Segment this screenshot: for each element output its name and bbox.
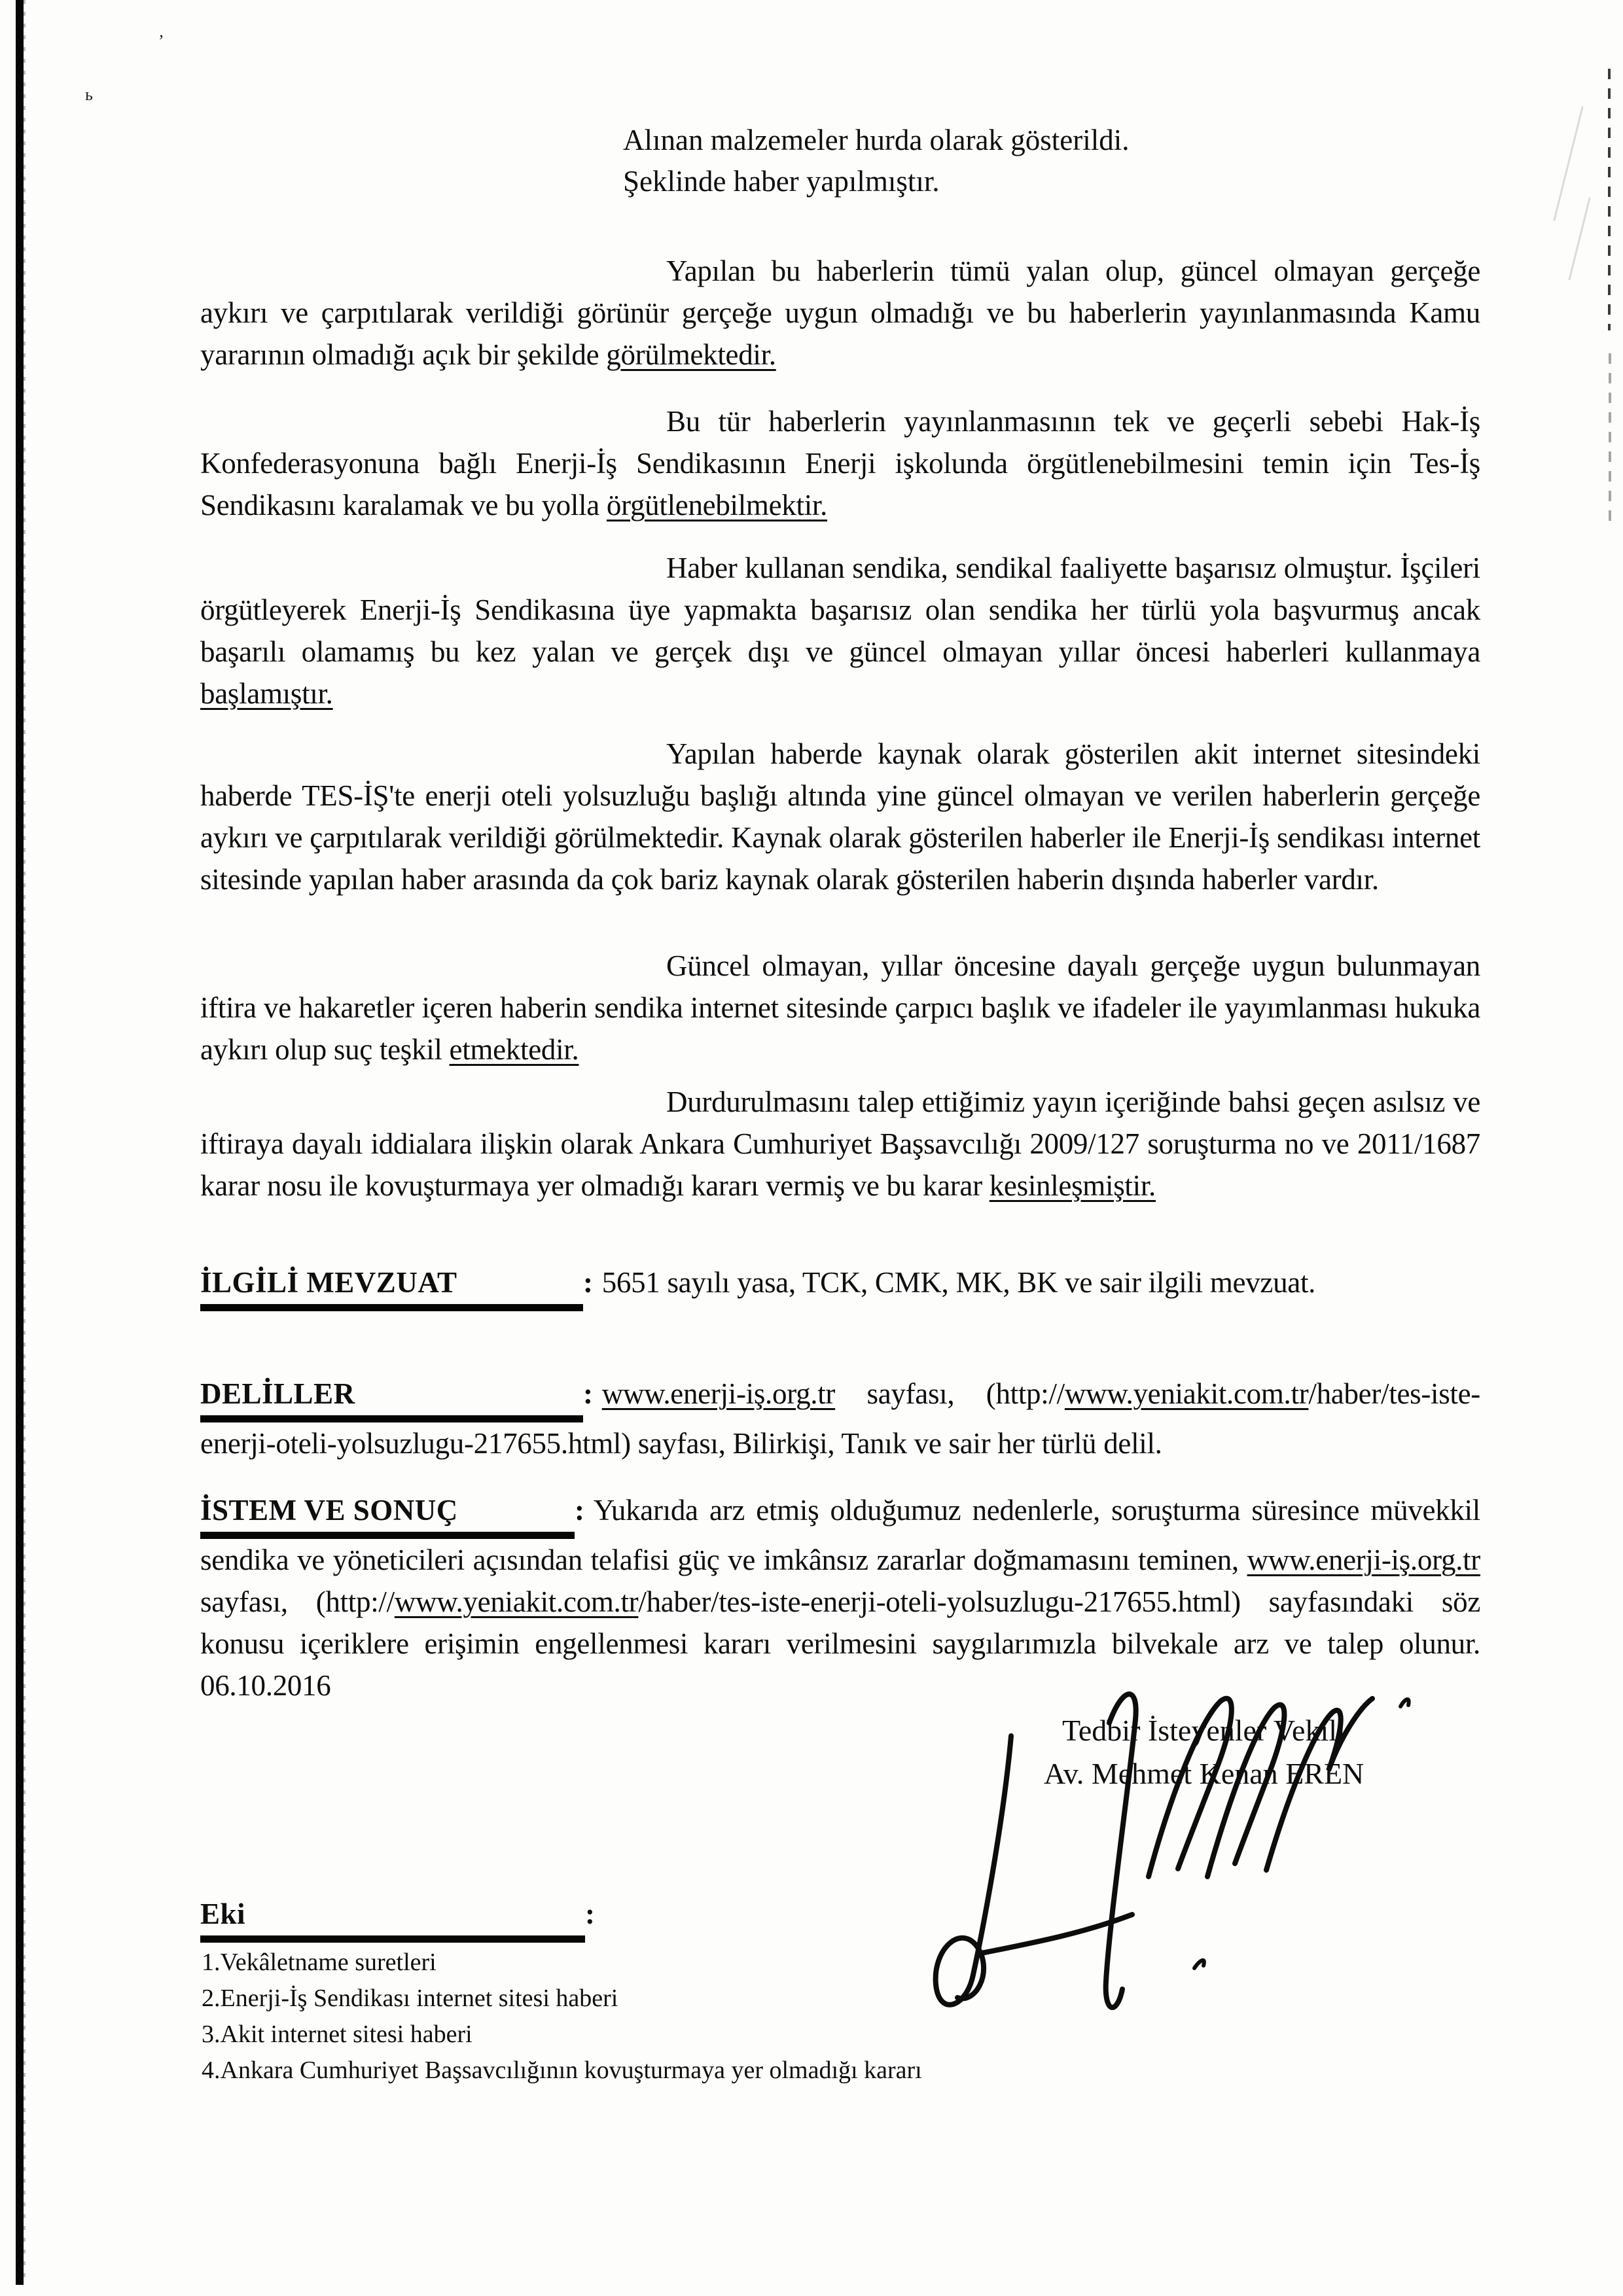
scan-streak-artifact: [1568, 198, 1590, 281]
paragraph: Güncel olmayan, yıllar öncesine dayalı gerçeğe uygun bulunmayan iftira ve hakaretler içeren haberin sendika internet sitesinde çarpıcı başlık ve ifadeler ile yayımlanması hukuka aykırı olup suç teşkil etmektedir.: [200, 949, 1480, 1066]
deliller-label: DELİLLER: [200, 1373, 583, 1422]
handwritten-signature: [913, 1661, 1423, 2027]
paragraph: Yapılan haberde kaynak olarak gösterilen akit internet sitesindeki haberde TES-İŞ'te enerji oteli yolsuzluğu başlığı altında yine güncel olmayan ve verilen haberlerin gerçeğe aykırı ve çarpıtılarak verildiği görülmektedir. Kaynak olarak gösterilen haberler ile Enerji-İş sendikası internet sitesinde yapılan haber arasında da çok bariz kaynak olarak gösterilen haberin dışında haberler vardır.: [200, 737, 1480, 896]
attachments-list: [202, 1945, 922, 2089]
request-url-yeniakit: www.yeniakit.com.tr: [394, 1585, 639, 1618]
paragraph: Haber kullanan sendika, sendikal faaliyette başarısız olmuştur. İşçileri örgütleyerek Enerji-İş Sendikasına üye yapmakta başarısız olan sendika her türlü yola başvurmuş ancak başarılı olamamış bu kez yalan ve gerçek dışı ve güncel olmayan yıllar öncesi haberleri kullanmaya başlamıştır.: [200, 552, 1480, 710]
scan-edge-artifact: [1608, 69, 1611, 330]
scan-binding-band: [16, 0, 24, 2285]
scan-speck: ь: [85, 85, 93, 104]
attachments-label: Eki: [200, 1893, 585, 1943]
quoted-headline-block: [623, 120, 1129, 202]
deliller-section: DELİLLER : www.enerji-iş.org.tr sayfası, (http://www.yeniakit.com.tr/haber/tes-iste-enerji-oteli-yolsuzlugu-217655.html) sayfası, Bilirkişi, Tanık ve sair her türlü delil.: [200, 1373, 1480, 1464]
istem-lead: Yukarıda arz etmiş olduğumuz nedenlerle, soruşturma süresince müvekkil sendika ve yöneticileri açısından telafisi güç ve imkânsız zararlar doğmamasını teminen,: [200, 1494, 1480, 1576]
mevzuat-label: İLGİLİ MEVZUAT: [200, 1262, 583, 1311]
signature-title: Tedbir İsteyenler Vekili: [1062, 1714, 1346, 1747]
mevzuat-section: [200, 1262, 1480, 1311]
evidence-url-yeniakit: www.yeniakit.com.tr: [1064, 1377, 1309, 1410]
paragraph: Bu tür haberlerin yayınlanmasının tek ve geçerli sebebi Hak-İş Konfederasyonuna bağlı Enerji-İş Sendikasının Enerji işkolunda örgütlenebilmesini temin için Tes-İş Sendikasını karalamak ve bu yolla örgütlenebilmektir.: [200, 405, 1480, 521]
deliller-text: /haber/tes-iste-enerji-oteli-yolsuzlugu-217655.html) sayfası, Bilirkişi, Tanık ve sair her türlü delil.: [200, 1377, 1480, 1460]
paragraph: Durdurulmasını talep ettiğimiz yayın içeriğinde bahsi geçen asılsız ve iftiraya dayalı iddialara ilişkin olarak Ankara Cumhuriyet Başsavcılığı 2009/127 soruşturma no ve 2011/1687 karar nosu ile kovuşturmaya yer olmadığı kararı vermiş ve bu karar kesinleşmiştir.: [200, 1086, 1480, 1202]
paragraph: Yapılan bu haberlerin tümü yalan olup, güncel olmayan gerçeğe aykırı ve çarpıtılarak verildiği görünür gerçeğe uygun olmadığı ve bu haberlerin yayınlanmasında Kamu yararının olmadığı açık bir şekilde görülmektedir.: [200, 255, 1480, 371]
quoted-headline-line: Şeklinde haber yapılmıştır.: [623, 165, 940, 198]
label-colon: :: [575, 1494, 584, 1527]
label-colon: :: [585, 1898, 595, 1930]
attachment-item: 3.Akit internet sitesi haberi: [202, 2021, 473, 2048]
request-url-enerji: www.enerji-iş.org.tr: [1247, 1544, 1480, 1576]
scan-streak-artifact: [1553, 106, 1583, 221]
quoted-headline-line: Alınan malzemeler hurda olarak gösterildi.: [623, 124, 1130, 156]
label-colon: :: [583, 1266, 593, 1299]
attachment-item: 1.Vekâletname suretleri: [202, 1949, 437, 1976]
scan-edge-artifact: [1609, 353, 1611, 523]
evidence-url-enerji: www.enerji-iş.org.tr: [601, 1377, 836, 1410]
attachment-item: 4.Ankara Cumhuriyet Başsavcılığının kovuşturmaya yer olmadığı kararı: [202, 2057, 922, 2084]
label-colon: :: [583, 1377, 593, 1410]
istem-text: /haber/tes-iste-enerji-oteli-yolsuzlugu-217655.html) sayfasındaki söz konusu içeriklere erişimin engellenmesi kararı verilmesini saygılarımızla bilvekale arz ve talep olunur. 06.10.2016: [200, 1585, 1481, 1702]
attachment-item: 2.Enerji-İş Sendikası internet sitesi haberi: [202, 1985, 618, 2012]
istem-section: İSTEM VE SONUÇ : Yukarıda arz etmiş olduğumuz nedenlerle, soruşturma süresince müvekkil sendika ve yöneticileri açısından telafisi güç ve imkânsız zararlar doğmamasını teminen, www.enerji-iş.org.tr sayfası, (http://www.yeniakit.com.tr/haber/tes-iste-enerji-oteli-yolsuzlugu-217655.html) sayfasındaki söz konusu içeriklere erişimin engellenmesi kararı verilmesini saygılarımızla bilvekale arz ve talep olunur. 06.10.2016: [200, 1489, 1480, 1706]
signature-name: Av. Mehmet Kenan EREN: [1044, 1757, 1364, 1790]
istem-label: İSTEM VE SONUÇ: [200, 1489, 575, 1539]
mevzuat-text: 5651 sayılı yasa, TCK, CMK, MK, BK ve sair ilgili mevzuat.: [601, 1266, 1316, 1299]
scan-speck: ’: [158, 31, 164, 50]
